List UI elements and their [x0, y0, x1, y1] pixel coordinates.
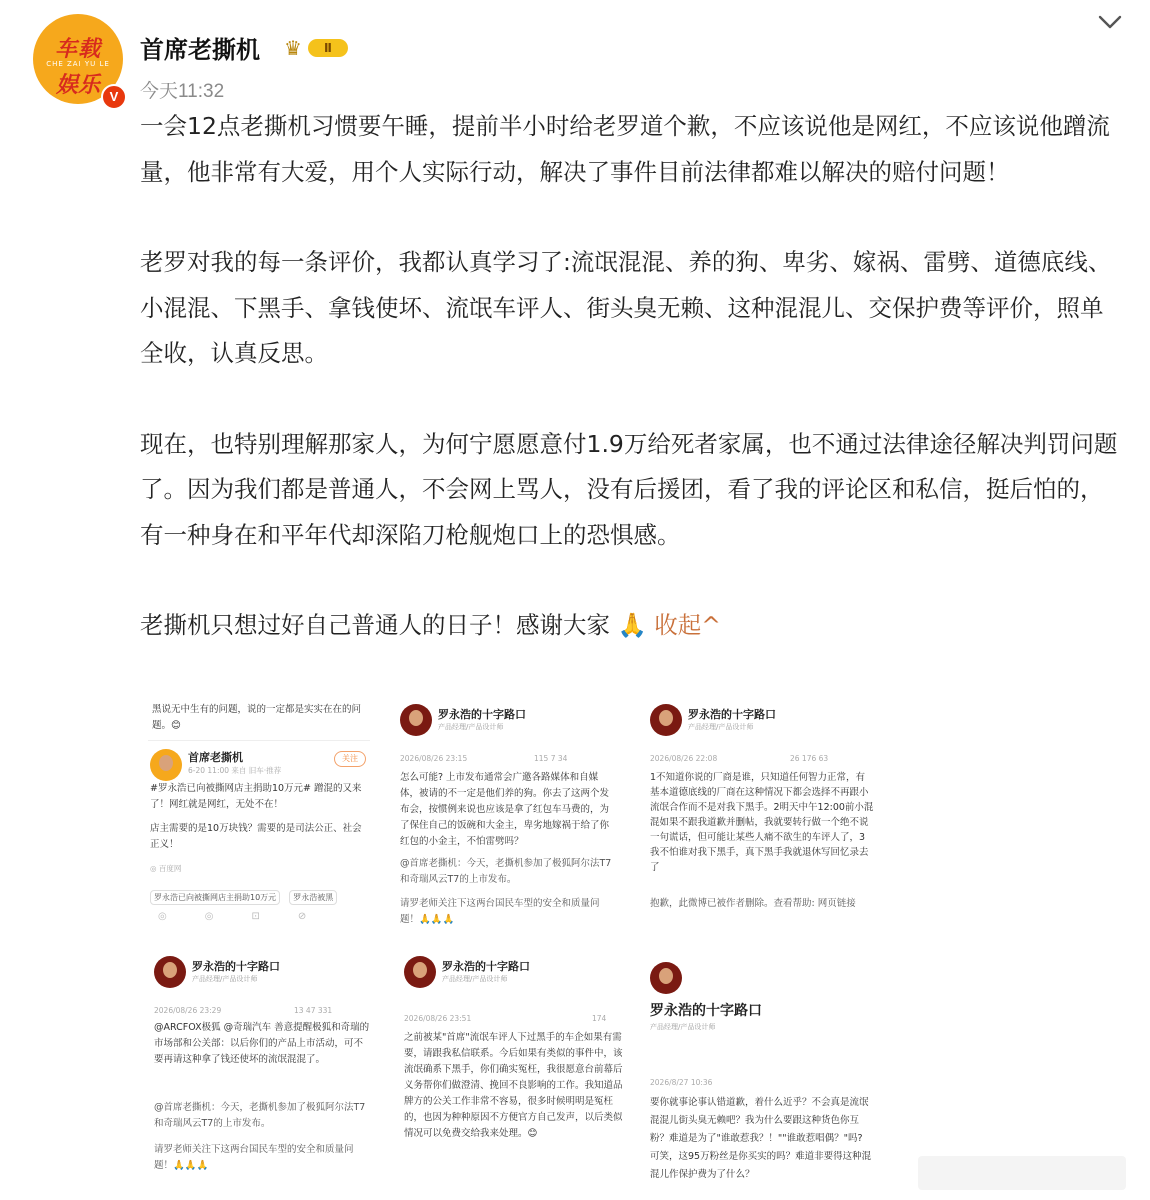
- screenshot-6[interactable]: [644, 956, 880, 1200]
- post-paragraph-4: [140, 603, 1125, 649]
- post-stats: 115 7 34: [534, 754, 568, 763]
- post-body: #罗永浩已向被撕网店主捐助10万元# 蹭混的又来了！网红就是网红，无处不在！: [150, 783, 362, 810]
- location-label: ◎ 百度网: [150, 864, 182, 873]
- screenshot-1[interactable]: [140, 694, 374, 938]
- collapse-link[interactable]: 收起^: [654, 611, 721, 639]
- post-content: [140, 104, 1125, 649]
- quoted-post: @首席老撕机：今天，老撕机参加了极狐阿尔法T7和奇瑞风云T7的上市发布。: [154, 1102, 366, 1129]
- image-grid: [140, 694, 880, 1200]
- deleted-notice: 抱歉，此微博已被作者删除。查看帮助: 网页链接: [650, 898, 856, 909]
- avatar: [154, 956, 186, 988]
- author-title: 产品经理/产品设计师: [688, 723, 754, 731]
- topic-chip[interactable]: 罗永浩已向被撕网店主捐助10万元: [150, 890, 280, 905]
- screenshot-text: 黑说无中生有的问题，说的一定都是实实在在的问题。😊: [152, 704, 362, 731]
- quoted-post: 请罗老师关注下这两台国民车型的安全和质量问题！🙏🙏🙏: [154, 1144, 354, 1171]
- watermark: [918, 1156, 1126, 1190]
- quoted-post: @首席老撕机：今天，老撕机参加了极狐阿尔法T7和奇瑞风云T7的上市发布。: [400, 858, 612, 885]
- avatar: [650, 962, 682, 994]
- post-stats: 13 47 331: [294, 1006, 333, 1015]
- crown-icon: ♛: [284, 36, 302, 60]
- author-name: 首席老撕机: [188, 751, 243, 764]
- post-meta: 6-20 11:00 来自 旧车·推荐: [188, 766, 282, 775]
- post-meta: 2026/8/27 10:36: [650, 1078, 713, 1087]
- post-paragraph-1: 一会12点老撕机习惯要午睡，提前半小时给老罗道个歉，不应该说他是网红，不应该说他蹭流量，他非常有大爱，用个人实际行动，解决了事件目前法律都难以解决的赔付问题！: [140, 112, 1110, 186]
- author-title: 产品经理/产品设计师: [442, 975, 508, 983]
- author-title: 产品经理/产品设计师: [438, 723, 504, 731]
- screenshot-3[interactable]: [644, 696, 880, 936]
- post-body: 店主需要的是10万块钱？需要的是司法公正、社会正义！: [150, 823, 362, 850]
- author-name: 罗永浩的十字路口: [442, 960, 530, 973]
- screenshot-5[interactable]: [396, 950, 628, 1200]
- post-paragraph-3: 现在，也特别理解那家人，为何宁愿愿意付1.9万给死者家属，也不通过法律途径解决判罚问题了。因为我们都是普通人，不会网上骂人，没有后援团，看了我的评论区和私信，挺后怕的，有一种身在和平年代却深陷刀枪舰炮口上的恐惧感。: [140, 429, 1118, 549]
- author-title: 产品经理/产品设计师: [192, 975, 258, 983]
- post-body: 之前被某"首席"流氓车评人下过黑手的车企如果有需要，请跟我私信联系。今后如果有类似的事件中，该流氓确系下黑手，你们确实冤枉，我很愿意台前幕后义务帮你们做澄清、挽回不良影响的工作。我知道品牌方的公关工作非常不容易，很多时候明明是冤枉的，也因为种种原因不方便官方自己发声，以后类似情况可以免费交给我来处理。😊: [404, 1032, 623, 1139]
- level-label: Ⅱ: [308, 39, 348, 57]
- screenshot-2[interactable]: [394, 696, 624, 936]
- verified-badge: V: [101, 84, 127, 110]
- avatar: [404, 956, 436, 988]
- author-name: 罗永浩的十字路口: [688, 708, 776, 721]
- post-meta: 2026/08/26 22:08: [650, 754, 718, 763]
- chevron-down-icon[interactable]: [1096, 10, 1124, 34]
- post-body: 要你就事论事认错道歉，着什么近乎？不会真是流氓混混儿街头臭无赖吧？我为什么要跟这种货色你互粉？难道是为了"谁敢惹我？！""谁敢惹唱偶？"吗? 可笑，这95万粉丝是你买实的吗？难道非要得这种混混儿作保护费为了什么？: [650, 1097, 872, 1180]
- post-timestamp: 今天11:32: [140, 81, 225, 102]
- post-paragraph-2: 老罗对我的每一条评价，我都认真学习了:流氓混混、养的狗、卑劣、嫁祸、雷劈、道德底线、小混混、下黑手、拿钱使坏、流氓车评人、街头臭无赖、这种混混儿、交保护费等评价，照单全收，认真反思。: [140, 248, 1112, 367]
- level-badge[interactable]: [284, 36, 350, 60]
- quoted-post: 请罗老师关注下这两台国民车型的安全和质量问题！🙏🙏🙏: [400, 898, 600, 925]
- author-title: 产品经理/产品设计师: [650, 1023, 716, 1031]
- post-stats: 26 176 63: [790, 754, 829, 763]
- post-meta: 2026/08/26 23:51: [404, 1014, 472, 1023]
- post-meta: 2026/08/26 23:29: [154, 1006, 222, 1015]
- avatar-logo-subtext: CHE ZAI YU LE: [46, 60, 110, 68]
- avatar-logo-text: 车载: [54, 37, 101, 62]
- post-body: 1不知道你说的厂商是谁，只知道任何智力正常，有基本道德底线的厂商在这种情况下都会选择不再跟小流氓合作而不是对我下黑手。2明天中午12:00前小混混如果不跟我道歉并删帖，我就要转行做一个绝不说一句谎话，但可能让某些人痛不欲生的车评人了，3我不怕谁对我下黑手，真下黑手我就退休写回忆录去了: [650, 772, 874, 873]
- post-body: @ARCFOX极狐 @奇瑞汽车 善意提醒极狐和奇瑞的市场部和公关部：以后你们的产品上市活动，可不要再请这种拿了钱还使坏的流氓混混了。: [154, 1022, 370, 1065]
- post-body: 怎么可能? 上市发布通常会广邀各路媒体和自媒体，被请的不一定是他们养的狗。你去了这两个发布会，按惯例来说也应该是拿了红包车马费的，为了保住自己的饭碗和大金主，卑劣地嫁祸于给了你红包的小金主，不怕雷劈吗？: [400, 772, 610, 847]
- follow-button[interactable]: 关注: [334, 751, 366, 767]
- author-name: 罗永浩的十字路口: [438, 708, 526, 721]
- author-name: 罗永浩的十字路口: [650, 1003, 762, 1019]
- avatar: [650, 704, 682, 736]
- post-closing-text: 老撕机只想过好自己普通人的日子！感谢大家 🙏: [140, 611, 647, 639]
- avatar-logo-text-bottom: 娱乐: [55, 73, 100, 98]
- username[interactable]: 首席老撕机: [140, 37, 260, 64]
- post-stats: 174: [592, 1014, 607, 1023]
- post-meta: 2026/08/26 23:15: [400, 754, 468, 763]
- screenshot-4[interactable]: [144, 948, 378, 1200]
- topic-chip[interactable]: 罗永浩被黑: [289, 890, 337, 905]
- action-bar: ◎◎⊡⊘: [158, 911, 345, 922]
- author-name: 罗永浩的十字路口: [192, 960, 280, 973]
- avatar: [400, 704, 432, 736]
- avatar: [150, 749, 182, 781]
